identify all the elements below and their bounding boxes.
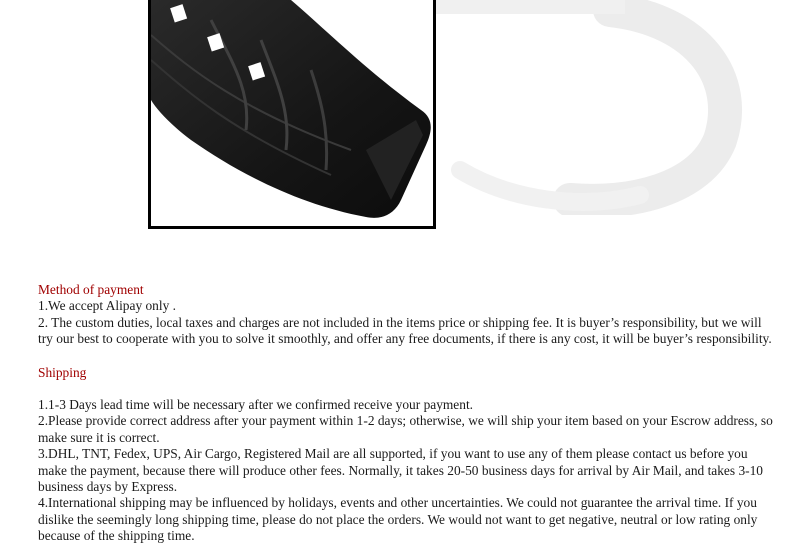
watermark-logo-icon (380, 0, 800, 215)
shipping-line-3: 3.DHL, TNT, Fedex, UPS, Air Cargo, Registered Mail are all supported, if you want to use any of them please contact us before you make the payment, because there will produce other fees. Normally, it takes 20-50 business days for arrival by Air Mail, and takes 3-10 business days by Express. (38, 446, 763, 495)
black-watch-strap-photo-icon (151, 0, 433, 226)
shipping-line-1: 1.1-3 Days lead time will be necessary after we confirmed receive your payment. (38, 397, 474, 413)
product-image (148, 0, 436, 229)
shipping-line-2: 2.Please provide correct address after your payment within 1-2 days; otherwise, we will ship your item based on your Escrow address, so make sure it is correct. (38, 413, 773, 445)
payment-line-2: 2. The custom duties, local taxes and charges are not included in the items price or shipping fee. It is buyer’s responsibility, but we will try our best to cooperate with you to solve it smoothly, and offer any free documents, if there is any cost, it will be buyer’s responsibility. (38, 314, 772, 347)
payment-heading: Method of payment (38, 282, 144, 297)
shipping-line-4: 4.International shipping may be influenced by holidays, events and other uncertainties. We could not guarantee the arrival time. If you dislike the seemingly long shipping time, please do not place the orders. We would not want to get negative, neutral or low rating only because of the shipping time. (38, 495, 758, 544)
payment-line-1: 1.We accept Alipay only . (38, 298, 176, 314)
shipping-heading: Shipping (38, 364, 87, 380)
policy-text (38, 282, 778, 545)
